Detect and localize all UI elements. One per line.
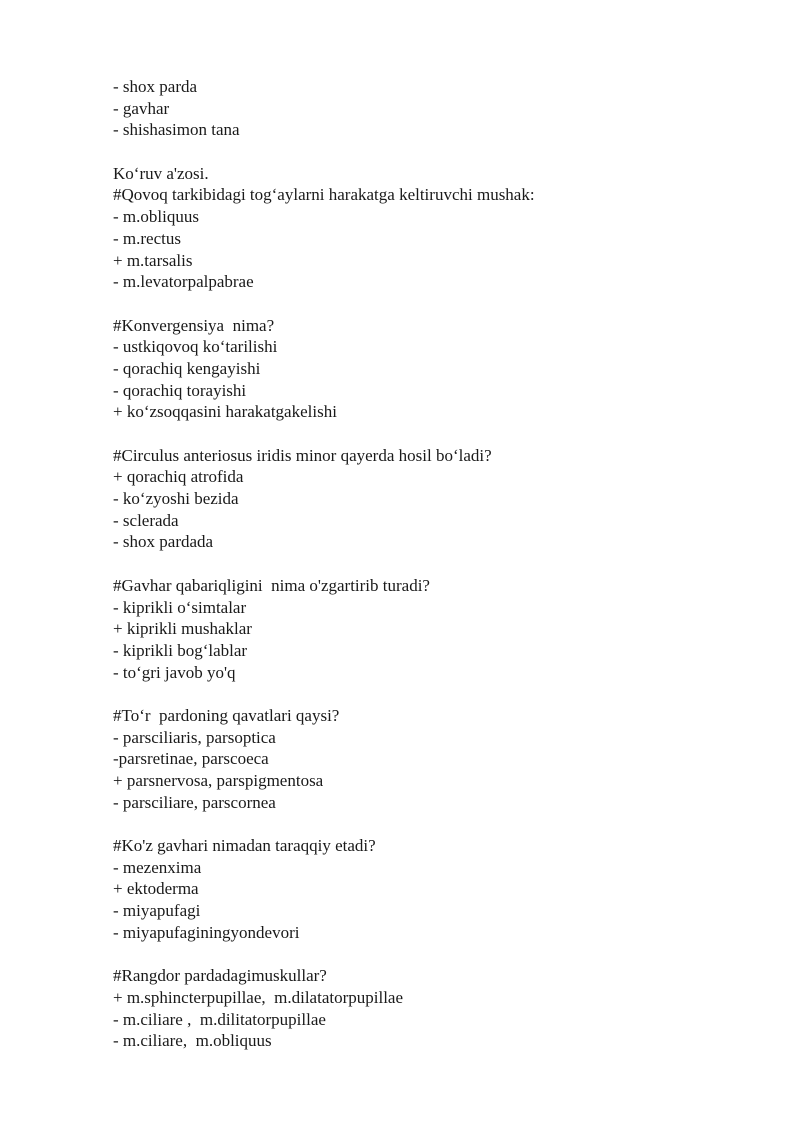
option-line: - shox parda xyxy=(113,77,198,96)
option-line: - gavhar xyxy=(113,98,170,118)
option-line: - qorachiq kengayishi xyxy=(113,358,261,378)
blank-line xyxy=(113,683,713,705)
question-block-4 xyxy=(113,575,713,683)
option-line: - miyapufagi xyxy=(113,901,201,921)
question-text: #Rangdor pardadagimuskullar? xyxy=(113,966,327,986)
question-block-6 xyxy=(113,835,713,943)
question-text: #Gavhar qabariqligini nima o'zgartirib turadi? xyxy=(113,575,430,595)
question-block-5 xyxy=(113,705,713,813)
blank-line xyxy=(113,553,713,575)
option-line: - parsciliare, parscornea xyxy=(113,792,276,812)
option-line: - kiprikli o‘simtalar xyxy=(113,597,247,617)
option-line: + ko‘zsoqqasini harakatgakelishi xyxy=(113,402,337,422)
option-line: + kiprikli mushaklar xyxy=(113,619,252,639)
question-text: #Konvergensiya nima? xyxy=(113,315,275,335)
option-line: - ustkiqovoq ko‘tarilishi xyxy=(113,337,278,357)
option-line: + parsnervosa, parspigmentosa xyxy=(113,771,324,790)
question-block-2 xyxy=(113,315,713,423)
document-page xyxy=(113,76,713,1052)
question-text: #Qovoq tarkibidagi tog‘aylarni harakatga keltiruvchi mushak: xyxy=(113,185,535,205)
question-block-7 xyxy=(113,965,713,1052)
option-line: + qorachiq atrofida xyxy=(113,467,244,487)
option-line: - m.rectus xyxy=(113,228,181,248)
question-text: #To‘r pardoning qavatlari qaysi? xyxy=(113,705,340,725)
option-line: - m.ciliare , m.dilitatorpupillae xyxy=(113,1009,326,1029)
option-line: - sclerada xyxy=(113,510,179,530)
blank-line xyxy=(113,944,713,966)
question-text: #Circulus anteriosus iridis minor qayerda hosil bo‘ladi? xyxy=(113,445,492,465)
blank-line xyxy=(113,141,713,163)
option-line: - ko‘zyoshi bezida xyxy=(113,489,239,509)
option-line: - qorachiq torayishi xyxy=(113,380,247,400)
blank-line xyxy=(113,293,713,315)
option-line: + m.sphincterpupillae, m.dilatatorpupillae xyxy=(113,987,404,1007)
option-line: - m.levatorpalpabrae xyxy=(113,272,254,292)
question-block-1 xyxy=(113,184,713,292)
option-line: + ektoderma xyxy=(113,879,199,899)
blank-line xyxy=(113,423,713,445)
option-line: - kiprikli bog‘lablar xyxy=(113,640,248,660)
option-line: - to‘gri javob yo'q xyxy=(113,662,236,682)
option-line: - miyapufaginingyondevori xyxy=(113,922,300,942)
option-line: - parsciliaris, parsoptica xyxy=(113,727,276,747)
option-line: - mezenxima xyxy=(113,857,202,877)
question-block-3 xyxy=(113,445,713,553)
option-line: - shox pardada xyxy=(113,532,214,552)
blank-line xyxy=(113,813,713,835)
intro-block xyxy=(113,76,713,141)
option-line: - m.ciliare, m.obliquus xyxy=(113,1031,272,1051)
option-line: - shishasimon tana xyxy=(113,120,240,140)
section-title: Ko‘ruv a'zosi. xyxy=(113,163,209,183)
option-line: + m.tarsalis xyxy=(113,250,193,270)
question-text: #Ko'z gavhari nimadan taraqqiy etadi? xyxy=(113,836,376,856)
option-line: - m.obliquus xyxy=(113,207,199,227)
option-line: -parsretinae, parscoeca xyxy=(113,749,269,769)
